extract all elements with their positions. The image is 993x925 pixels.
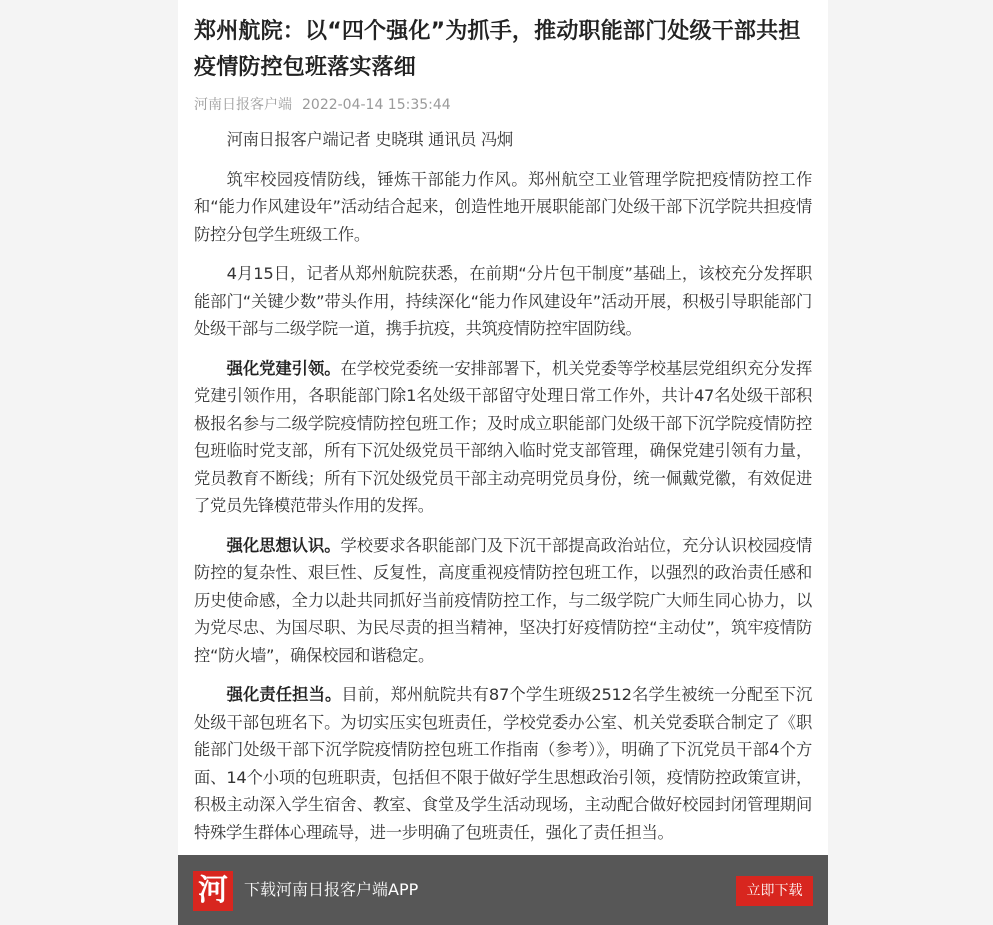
section-body: 在学校党委统一安排部署下，机关党委等学校基层党组织充分发挥党建引领作用，各职能部门除1名处级干部留守处理日常工作外，共计47名处级干部积极报名参与二级学院疫情防控包班工作；及时成立职能部门处级干部下沉学院疫情防控包班临时党支部，所有下沉处级党员干部纳入临时党支部管理，确保党建引领有力量，党员教育不断线；所有下沉处级党员干部主动亮明党员身份，统一佩戴党徽，有效促进了党员先锋模范带头作用的发挥。 bbox=[194, 358, 812, 515]
section-body: 目前，郑州航院共有87个学生班级2512名学生被统一分配至下沉处级干部包班名下。为切实压实包班责任，学校党委办公室、机关党委联合制定了《职能部门处级干部下沉学院疫情防控包班工作指南（参考）》，明确了下沉党员干部4个方面、14个小项的包班职责，包括但不限于做好学生思想政治引领，疫情防控政策宣讲，积极主动深入学生宿舍、教室、食堂及学生活动现场，主动配合做好校园封闭管理期间特殊学生群体心理疏导，进一步明确了包班责任，强化了责任担当。 bbox=[194, 685, 812, 842]
article-title: 郑州航院：以“四个强化”为抓手，推动职能部门处级干部共担疫情防控包班落实落细 bbox=[194, 19, 801, 80]
download-button[interactable]: 立即下载 bbox=[736, 876, 813, 906]
article-page bbox=[178, 0, 828, 925]
article-meta bbox=[194, 94, 812, 116]
section-body: 学校要求各职能部门及下沉干部提高政治站位，充分认识校园疫情防控的复杂性、艰巨性、反复性，高度重视疫情防控包班工作，以强烈的政治责任感和历史使命感，全力以赴共同抓好当前疫情防控工作，与二级学院广大师生同心协力，以为党尽忠、为国尽职、为民尽责的担当精神，坚决打好疫情防控“主动仗”，筑牢疫情防控“防火墙”，确保校园和谐稳定。 bbox=[194, 535, 812, 665]
app-logo-icon: 河 bbox=[193, 871, 233, 911]
article-content bbox=[178, 14, 828, 846]
byline: 河南日报客户端记者 史晓琪 通讯员 冯炯 bbox=[226, 130, 513, 149]
paragraph-5 bbox=[194, 681, 812, 846]
section-heading: 强化责任担当。 bbox=[226, 685, 342, 704]
publish-time: 2022-04-14 15:35:44 bbox=[302, 97, 451, 113]
section-heading: 强化党建引领。 bbox=[226, 358, 341, 378]
paragraph-1: 筑牢校园疫情防线，锤炼干部能力作风。郑州航空工业管理学院把疫情防控工作和“能力作风建设年”活动结合起来，创造性地开展职能部门处级干部下沉学院共担疫情防控分包学生班级工作。 bbox=[194, 169, 812, 244]
section-heading: 强化思想认识。 bbox=[226, 535, 341, 555]
paragraph-3 bbox=[194, 355, 812, 520]
banner-text: 下载河南日报客户端APP bbox=[244, 880, 419, 899]
paragraph-4 bbox=[194, 532, 812, 670]
app-download-banner[interactable] bbox=[178, 855, 828, 925]
paragraph-2: 4月15日，记者从郑州航院获悉，在前期“分片包干制度”基础上，该校充分发挥职能部门“关键少数”带头作用，持续深化“能力作风建设年”活动开展，积极引导职能部门处级干部与二级学院一道，携手抗疫，共筑疫情防控牢固防线。 bbox=[194, 264, 812, 338]
source-label[interactable]: 河南日报客户端 bbox=[194, 97, 292, 113]
